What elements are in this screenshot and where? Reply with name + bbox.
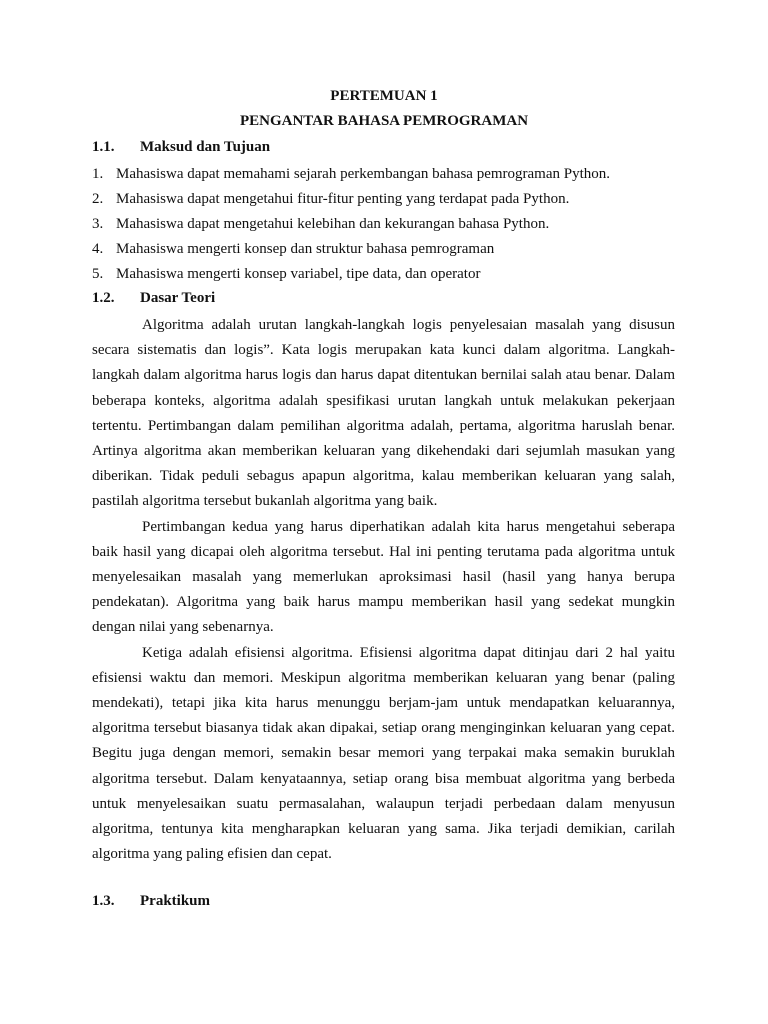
section-number: 1.2. — [92, 290, 115, 306]
list-item-number: 1. — [92, 166, 104, 182]
section-heading-practicum — [92, 891, 210, 911]
section-title: Praktikum — [140, 893, 211, 909]
list-item — [92, 187, 692, 212]
meeting-title: PERTEMUAN 1 — [330, 88, 438, 104]
list-item-number: 4. — [92, 241, 104, 257]
subject-title: PENGANTAR BAHASA PEMROGRAMAN — [239, 113, 529, 129]
list-item-text: Mahasiswa mengerti konsep dan struktur bahasa pemrograman — [116, 241, 495, 257]
section-heading-objectives — [92, 137, 270, 157]
list-item-text: Mahasiswa dapat mengetahui fitur-fitur penting yang terdapat pada Python. — [116, 191, 570, 207]
objectives-list — [92, 162, 692, 287]
list-item-text: Mahasiswa dapat mengetahui kelebihan dan kekurangan bahasa Python. — [116, 216, 550, 232]
section-title: Maksud dan Tujuan — [140, 139, 271, 155]
paragraph: Pertimbangan kedua yang harus diperhatikan adalah kita harus mengetahui seberapa baik hasil yang dicapai oleh algoritma tersebut. Hal ini penting terutama pada algoritma untuk menyelesaikan masalah yang memerlukan aproksimasi hasil (hasil yang hanya berupa pendekatan). Algoritma yang baik harus mampu memberikan hasil yang sedekat mungkin dengan nilai yang sebenarnya. — [92, 518, 675, 636]
list-item-number: 5. — [92, 266, 104, 282]
list-item — [92, 162, 692, 187]
paragraph: Algoritma adalah urutan langkah-langkah logis penyelesaian masalah yang disusun secara sistematis dan logis”. Kata logis merupakan kata kunci dalam algoritma. Langkah-langkah dalam algoritma harus logis dan harus dapat ditentukan bernilai salah atau benar. Dalam beberapa konteks, algoritma adalah spesifikasi urutan langkah untuk melakukan pekerjaan tertentu. Pertimbangan dalam pemilihan algoritma adalah, pertama, algoritma haruslah benar. Artinya algoritma akan memberikan keluaran yang dikehendaki dari sejumlah masukan yang diberikan. Tidak peduli sebagus apapun algoritma, kalau memberikan keluaran yang salah, pastilah algoritma tersebut bukanlah algoritma yang baik. — [92, 317, 675, 510]
list-item — [92, 262, 692, 287]
list-item-number: 3. — [92, 216, 104, 232]
list-item-text: Mahasiswa dapat memahami sejarah perkembangan bahasa pemrograman Python. — [116, 166, 610, 182]
list-item-text: Mahasiswa mengerti konsep variabel, tipe data, dan operator — [116, 266, 481, 282]
section-number: 1.3. — [92, 893, 115, 909]
section-heading-theory — [92, 288, 215, 308]
list-item-number: 2. — [92, 191, 104, 207]
list-item — [92, 212, 692, 237]
paragraph: Ketiga adalah efisiensi algoritma. Efisiensi algoritma dapat ditinjau dari 2 hal yaitu efisiensi waktu dan memori. Meskipun algoritma memberikan keluaran yang benar (paling mendekati), tetapi jika kita harus menunggu berjam-jam untuk mendapatkan keluarannya, algoritma tersebut biasanya tidak akan dipakai, setiap orang menginginkan keluaran yang cepat. Begitu juga dengan memori, semakin besar memori yang terpakai maka semakin buruklah algoritma tersebut. Dalam kenyataannya, setiap orang bisa membuat algoritma yang berbeda untuk menyelesaikan suatu permasalahan, walaupun terjadi perbedaan dalam menyusun algoritma, tentunya kita mengharapkan keluaran yang sama. Jika terjadi demikian, carilah algoritma yang paling efisien dan cepat. — [92, 644, 675, 863]
section-title: Dasar Teori — [140, 290, 216, 306]
section-number: 1.1. — [92, 139, 115, 155]
theory-body — [92, 313, 675, 867]
list-item — [92, 237, 692, 262]
